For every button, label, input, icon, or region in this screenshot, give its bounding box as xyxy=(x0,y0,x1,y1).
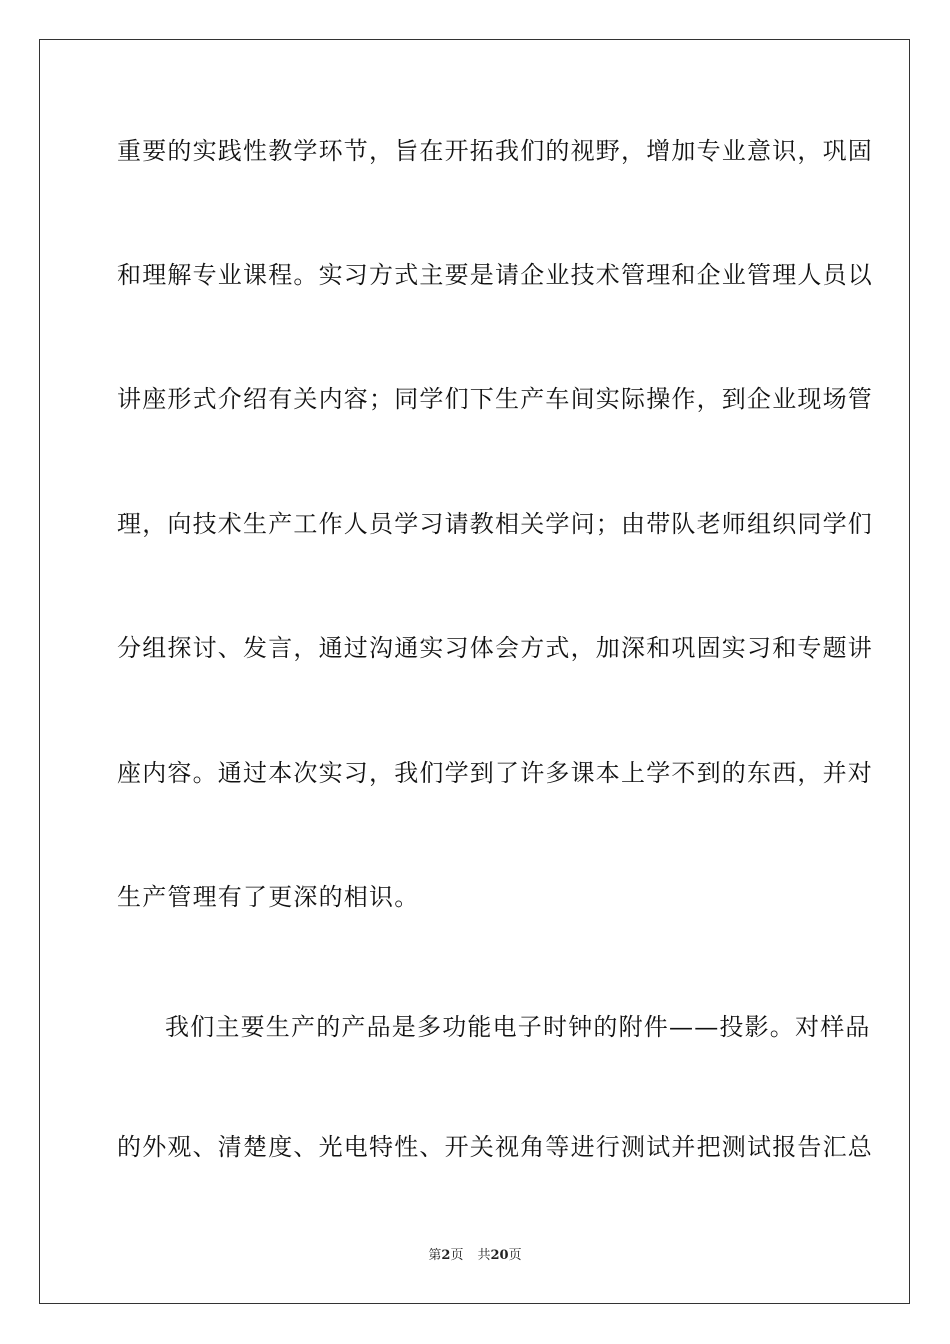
total-prefix: 共 xyxy=(477,1248,491,1263)
body-text-line-9: 的外观、清楚度、光电特性、开关视角等进行测试并把测试报告汇总 xyxy=(117,1133,873,1161)
body-text-line-2: 和理解专业课程。实习方式主要是请企业技术管理和企业管理人员以 xyxy=(117,261,873,289)
total-page-count: 20 xyxy=(490,1248,509,1263)
body-text-line-5: 分组探讨、发言，通过沟通实习体会方式，加深和巩固实习和专题讲 xyxy=(117,634,873,662)
total-suffix: 页 xyxy=(508,1248,522,1263)
body-text-line-1: 重要的实践性教学环节，旨在开拓我们的视野，增加专业意识，巩固 xyxy=(117,137,873,165)
body-text-line-4: 理，向技术生产工作人员学习请教相关学问；由带队老师组织同学们 xyxy=(117,510,873,538)
current-page-number: 2 xyxy=(441,1248,451,1263)
page-suffix: 页 xyxy=(450,1248,464,1263)
page-footer xyxy=(0,1247,950,1265)
body-text-line-6: 座内容。通过本次实习，我们学到了许多课本上学不到的东西，并对 xyxy=(117,759,873,787)
body-text-line-3: 讲座形式介绍有关内容；同学们下生产车间实际操作，到企业现场管 xyxy=(117,385,873,413)
page-prefix: 第 xyxy=(428,1248,442,1263)
page-border xyxy=(39,39,910,1304)
body-text-line-8: 我们主要生产的产品是多功能电子时钟的附件——投影。对样品 xyxy=(165,1013,871,1041)
body-text-line-7: 生产管理有了更深的相识。 xyxy=(117,883,420,911)
